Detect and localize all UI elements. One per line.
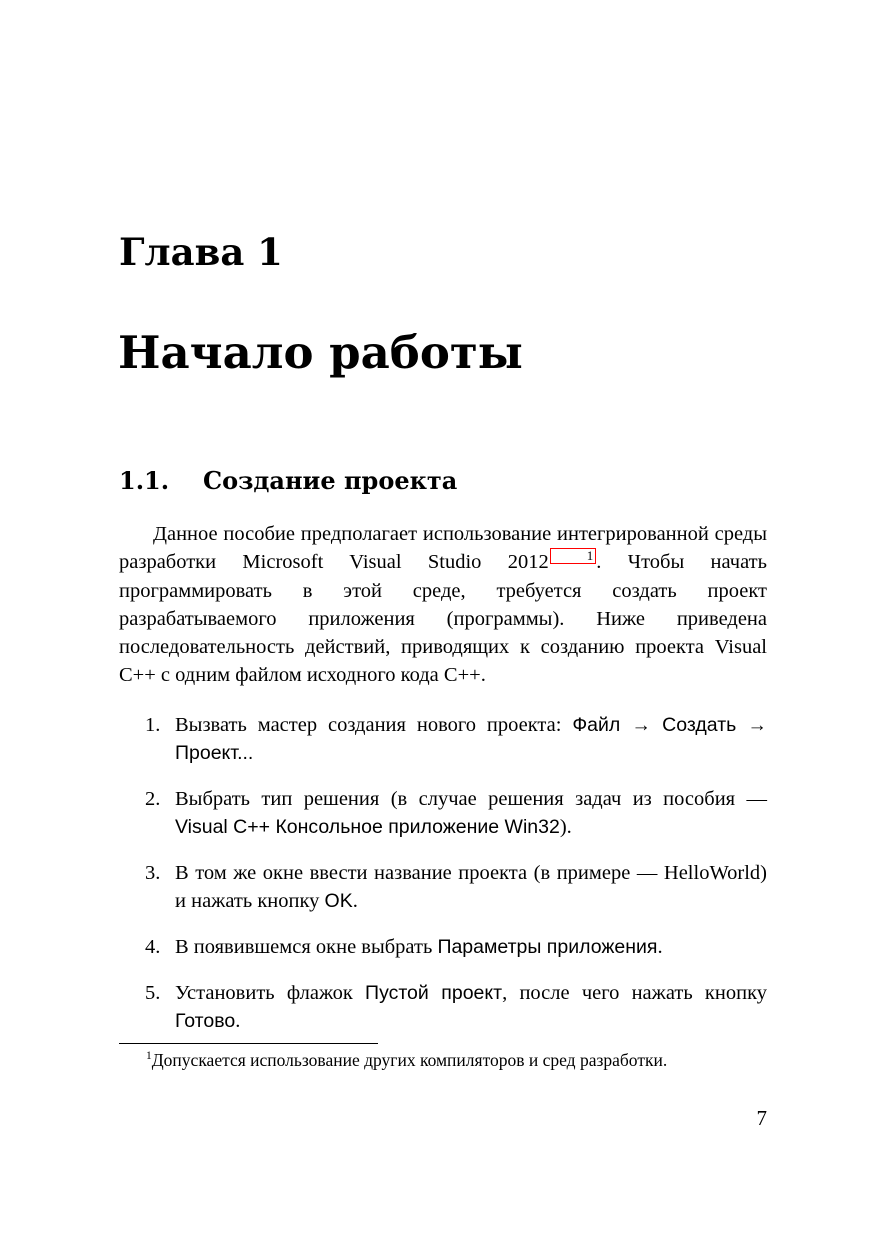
section-title: Создание проекта <box>203 466 458 495</box>
footnote-marker: 1 <box>146 1050 152 1062</box>
paragraph-text: Данное пособие предполагает использование интегрированной среды разработки Microsoft Visual Studio 2012 <box>119 523 767 574</box>
footnote-reference-link[interactable]: 1 <box>550 548 597 564</box>
paragraph-text-continued: . Чтобы начать программировать в этой среде, требуется создать проект разрабатываемого приложения (программы). Ниже приведена последовательность действий, приводящих к созданию проекта Visual C++ с одним файлом исходного кода C++. <box>119 551 767 687</box>
footnote <box>119 1048 767 1073</box>
step-text: В появившемся окне выбрать <box>175 936 438 959</box>
step-ui-label: Пустой проект <box>365 982 503 1005</box>
list-item <box>119 785 767 842</box>
step-text-end: . <box>352 890 358 913</box>
step-text: Выбрать тип решения (в случае решения задач из пособия — <box>175 788 767 811</box>
section-number: 1.1. <box>119 466 170 495</box>
list-item <box>119 933 767 961</box>
step-text: Вызвать мастер создания нового проекта: <box>175 714 573 736</box>
step-text-end: ). <box>559 816 572 839</box>
step-number: 3. <box>145 862 161 885</box>
list-item <box>119 711 767 768</box>
step-ui-label: Visual C++ Консольное приложение Win32 <box>175 816 560 839</box>
intro-paragraph <box>119 520 767 690</box>
list-item <box>119 859 767 916</box>
step-number: 1. <box>145 714 161 736</box>
page-number: 7 <box>756 1106 767 1130</box>
step-text: Установить флажок <box>175 982 366 1005</box>
step-number: 4. <box>145 936 161 959</box>
step-text-end: . <box>235 1010 241 1033</box>
footnote-divider <box>119 1043 378 1044</box>
chapter-label: Глава 1 <box>119 230 283 274</box>
chapter-title: Начало работы <box>118 326 523 379</box>
steps-list <box>119 711 767 1053</box>
list-item <box>119 979 767 1036</box>
section-heading <box>119 465 457 497</box>
step-text-middle: , после чего нажать кнопку <box>502 982 767 1005</box>
footnote-text: Допускается использование других компиляторов и сред разработки. <box>151 1050 668 1070</box>
step-ui-label-2: Готово <box>175 1010 236 1033</box>
step-ui-label: OK <box>324 890 353 913</box>
step-text: В том же окне ввести название проекта (в примере — HelloWorld) и нажать кнопку <box>175 862 767 913</box>
step-number: 2. <box>145 788 161 811</box>
step-text-end: . <box>657 936 663 959</box>
step-ui-label: Файл → Создать → Проект... <box>175 714 767 765</box>
step-number: 5. <box>145 982 161 1005</box>
step-ui-label: Параметры приложения <box>437 936 658 959</box>
